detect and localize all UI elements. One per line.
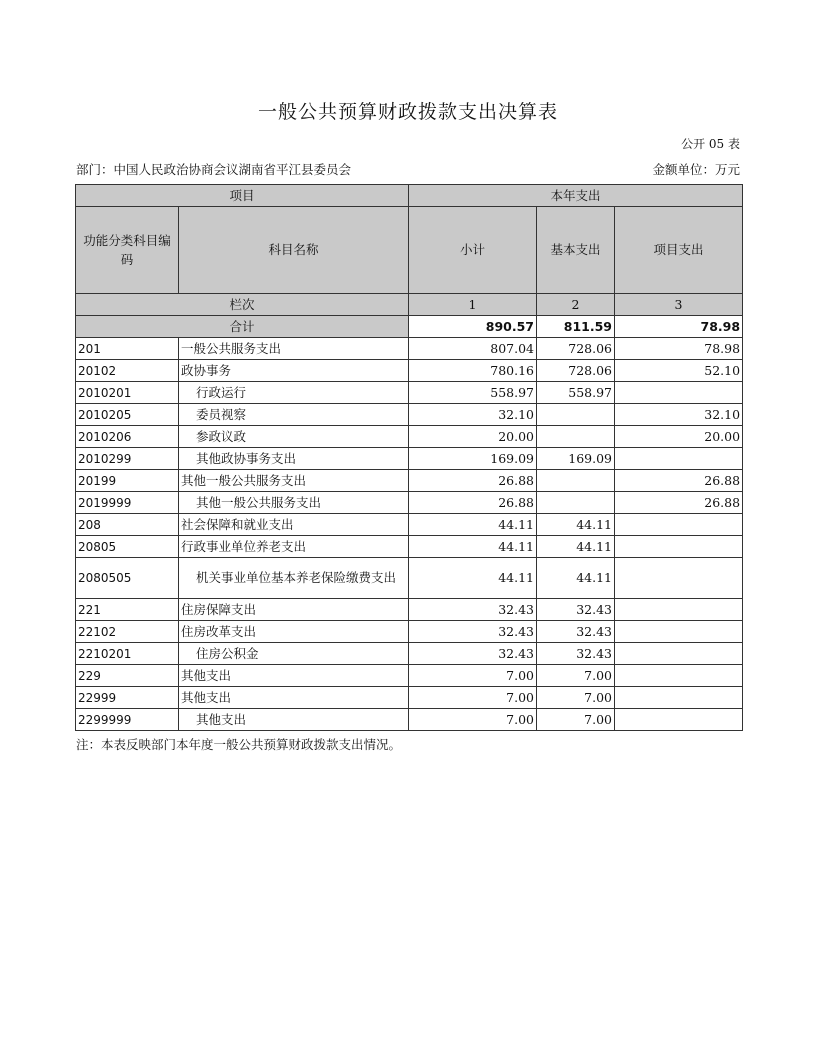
row-project [615,643,743,665]
row-name: 社会保障和就业支出 [179,514,409,536]
page-title: 一般公共预算财政拨款支出决算表 [257,101,558,123]
row-code: 2210201 [76,643,179,665]
row-code: 20199 [76,470,179,492]
table-row [76,404,743,426]
table-row [76,448,743,470]
row-code: 2019999 [76,492,179,514]
row-name: 住房保障支出 [179,599,409,621]
row-basic: 728.06 [537,338,615,360]
row-basic: 44.11 [537,536,615,558]
header-row-1 [76,185,743,207]
table-row [76,621,743,643]
row-project [615,558,743,599]
row-subtotal: 32.10 [409,404,537,426]
row-project [615,687,743,709]
table-row [76,514,743,536]
row-code: 22999 [76,687,179,709]
row-code: 2010205 [76,404,179,426]
row-subtotal: 32.43 [409,599,537,621]
column-number-row [76,294,743,316]
table-row [76,426,743,448]
header-row-2 [76,207,743,294]
row-subtotal: 169.09 [409,448,537,470]
row-subtotal: 780.16 [409,360,537,382]
table-row [76,599,743,621]
header-project: 项目 [76,185,409,207]
row-project: 32.10 [615,404,743,426]
row-basic: 7.00 [537,665,615,687]
row-basic: 169.09 [537,448,615,470]
row-basic: 44.11 [537,514,615,536]
row-code: 2080505 [76,558,179,599]
row-name: 其他一般公共服务支出 [179,492,409,514]
row-subtotal: 7.00 [409,709,537,731]
unit-label: 金额单位：万元 [652,162,740,177]
table-row [76,338,743,360]
table-row [76,558,743,599]
column-number-1: 1 [409,294,537,316]
row-project: 26.88 [615,470,743,492]
expenditure-table [75,184,743,731]
row-subtotal: 44.11 [409,514,537,536]
table-row [76,470,743,492]
row-code: 20102 [76,360,179,382]
total-project: 78.98 [615,316,743,338]
row-subtotal: 7.00 [409,687,537,709]
total-label: 合计 [76,316,409,338]
row-basic [537,492,615,514]
row-name: 住房改革支出 [179,621,409,643]
row-code: 229 [76,665,179,687]
row-code: 20805 [76,536,179,558]
column-label: 栏次 [76,294,409,316]
row-subtotal: 32.43 [409,643,537,665]
header-subtotal: 小计 [409,207,537,294]
row-project [615,514,743,536]
row-project [615,536,743,558]
row-basic: 32.43 [537,599,615,621]
row-code: 208 [76,514,179,536]
row-name: 一般公共服务支出 [179,338,409,360]
row-code: 2010201 [76,382,179,404]
form-number: 公开 05 表 [681,137,740,151]
row-subtotal: 20.00 [409,426,537,448]
row-project: 52.10 [615,360,743,382]
row-subtotal: 44.11 [409,558,537,599]
row-basic: 32.43 [537,621,615,643]
total-row [76,316,743,338]
table-row [76,536,743,558]
row-basic: 44.11 [537,558,615,599]
header-this-year: 本年支出 [409,185,743,207]
header-func-code: 功能分类科目编码 [76,207,179,294]
row-name: 行政事业单位养老支出 [179,536,409,558]
table-row [76,709,743,731]
row-name: 机关事业单位基本养老保险缴费支出 [179,558,409,599]
row-basic: 558.97 [537,382,615,404]
row-project: 20.00 [615,426,743,448]
row-basic [537,470,615,492]
row-project [615,665,743,687]
row-project [615,709,743,731]
row-basic: 7.00 [537,709,615,731]
row-name: 其他支出 [179,687,409,709]
row-name: 住房公积金 [179,643,409,665]
row-code: 2010299 [76,448,179,470]
table-row [76,643,743,665]
table-note: 注：本表反映部门本年度一般公共预算财政拨款支出情况。 [76,737,402,752]
row-name: 其他一般公共服务支出 [179,470,409,492]
row-code: 201 [76,338,179,360]
column-number-2: 2 [537,294,615,316]
row-project: 78.98 [615,338,743,360]
column-number-3: 3 [615,294,743,316]
row-basic: 728.06 [537,360,615,382]
row-name: 行政运行 [179,382,409,404]
row-subtotal: 26.88 [409,470,537,492]
row-subtotal: 44.11 [409,536,537,558]
row-code: 22102 [76,621,179,643]
table-row [76,382,743,404]
row-name: 其他支出 [179,709,409,731]
header-subject-name: 科目名称 [179,207,409,294]
row-name: 委员视察 [179,404,409,426]
row-code: 2299999 [76,709,179,731]
row-name: 其他支出 [179,665,409,687]
row-code: 221 [76,599,179,621]
row-subtotal: 558.97 [409,382,537,404]
row-basic [537,426,615,448]
row-basic [537,404,615,426]
row-name: 参政议政 [179,426,409,448]
total-subtotal: 890.57 [409,316,537,338]
table-row [76,687,743,709]
row-project [615,621,743,643]
table-row [76,492,743,514]
row-basic: 32.43 [537,643,615,665]
table-row [76,360,743,382]
row-project [615,382,743,404]
row-project [615,599,743,621]
department-label: 部门：中国人民政治协商会议湖南省平江县委员会 [76,162,352,177]
row-code: 2010206 [76,426,179,448]
row-name: 政协事务 [179,360,409,382]
row-project [615,448,743,470]
header-basic: 基本支出 [537,207,615,294]
table-row [76,665,743,687]
row-subtotal: 26.88 [409,492,537,514]
row-subtotal: 7.00 [409,665,537,687]
header-project-exp: 项目支出 [615,207,743,294]
row-project: 26.88 [615,492,743,514]
row-name: 其他政协事务支出 [179,448,409,470]
row-subtotal: 807.04 [409,338,537,360]
total-basic: 811.59 [537,316,615,338]
row-subtotal: 32.43 [409,621,537,643]
row-basic: 7.00 [537,687,615,709]
